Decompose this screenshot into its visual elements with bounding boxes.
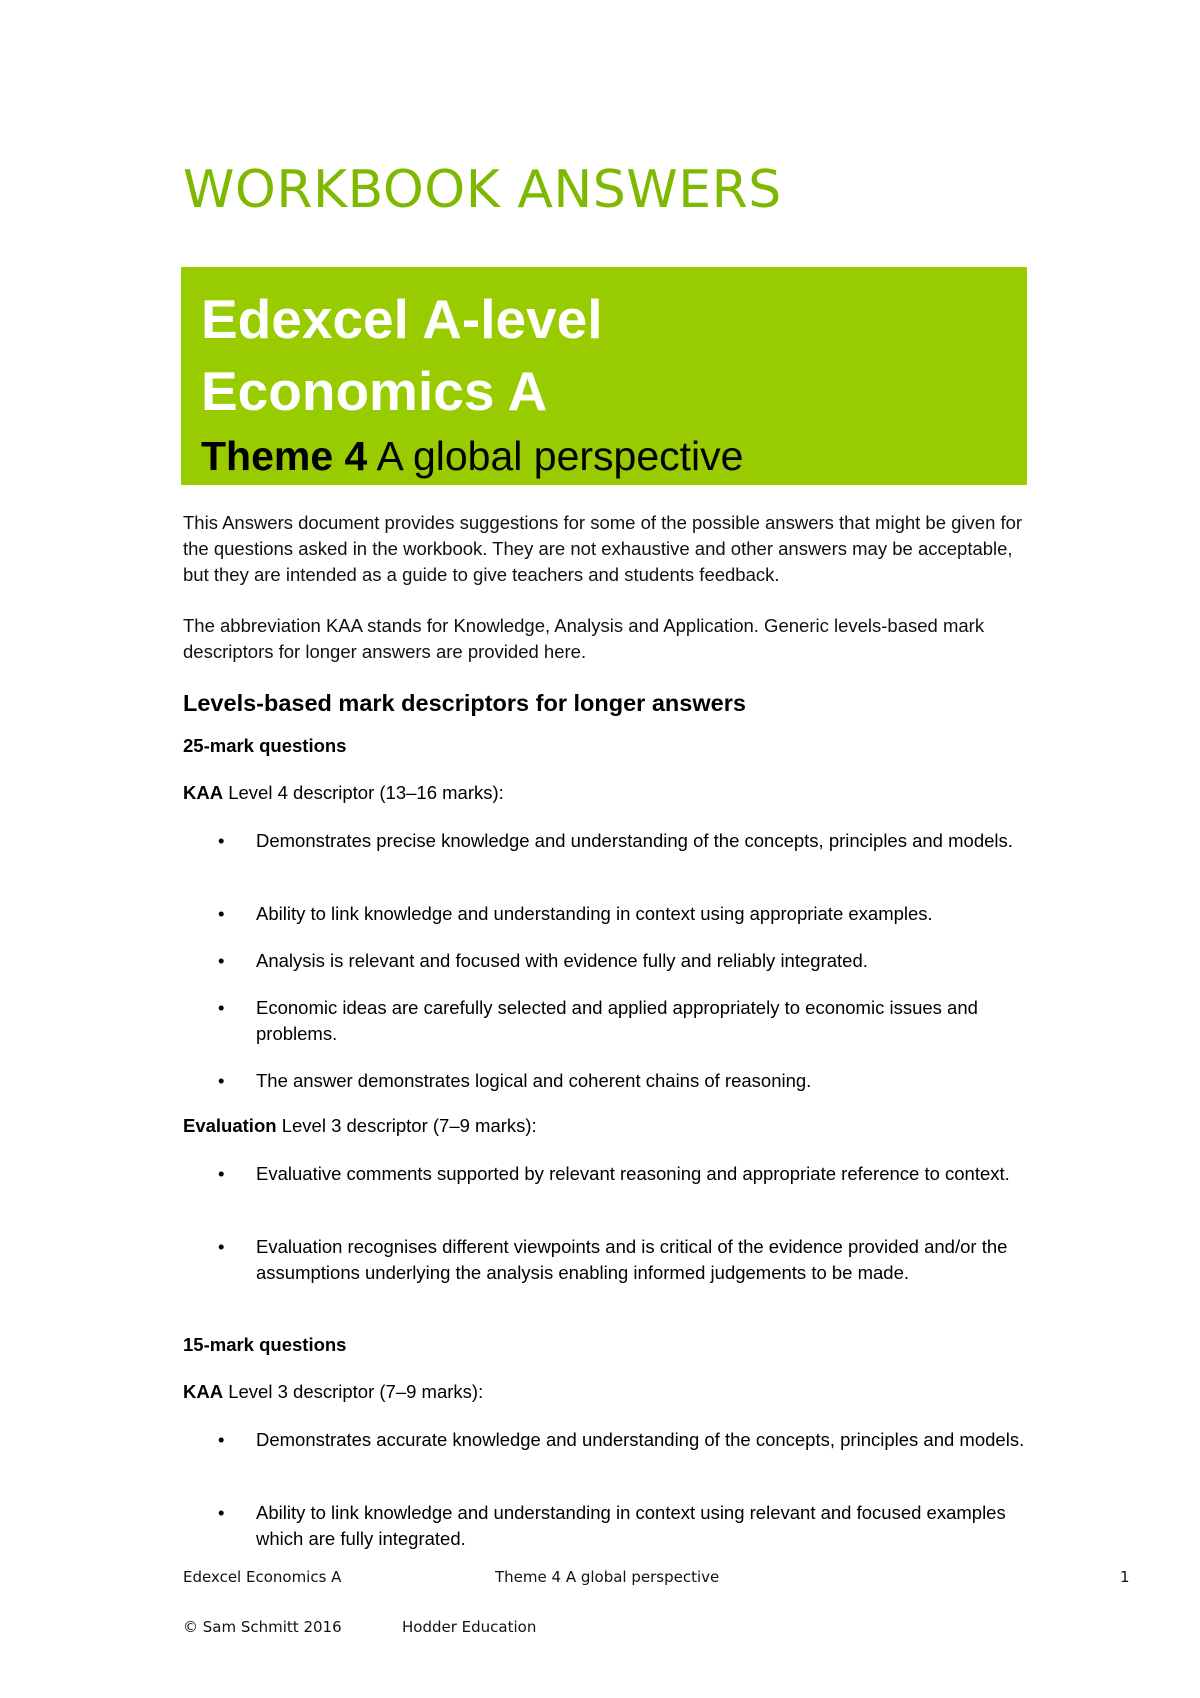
list-item-text: Evaluative comments supported by relevant reasoning and appropriate reference to context. (256, 1163, 1010, 1184)
bullet-icon: • (218, 1236, 225, 1257)
list-item-text: Analysis is relevant and focused with evidence fully and reliably integrated. (256, 950, 868, 971)
bullet-icon: • (218, 1429, 225, 1450)
q25-kaa-label: KAA (183, 782, 224, 803)
banner-theme-number: Theme 4 (201, 433, 368, 479)
q25-kaa-text: Level 4 descriptor (13–16 marks): (223, 782, 504, 803)
q15-kaa-text: Level 3 descriptor (7–9 marks): (223, 1381, 484, 1402)
section-heading: Levels-based mark descriptors for longer answers (183, 690, 746, 716)
bullet-icon: • (218, 1070, 225, 1091)
footer-copyright: © Sam Schmitt 2016 (183, 1618, 342, 1636)
bullet-icon: • (218, 903, 225, 924)
q25-eval-text: Level 3 descriptor (7–9 marks): (276, 1115, 537, 1136)
list-item-text: Demonstrates precise knowledge and understanding of the concepts, principles and models. (256, 830, 1013, 851)
banner-theme-name: A global perspective (367, 433, 744, 479)
intro-paragraph-1: This Answers document provides suggestions for some of the possible answers that might be given for the questions asked in the workbook. They are not exhaustive and other answers may be acceptable, but they are intended as a guide to give teachers and students feedback. (183, 512, 1023, 585)
workbook-title: WORKBOOK ANSWERS (183, 160, 782, 220)
q15-kaa-label: KAA (183, 1381, 224, 1402)
banner-title-line1: Edexcel A-level (201, 288, 603, 350)
q15-kaa-descriptor (183, 1381, 483, 1403)
bullet-icon: • (218, 830, 225, 851)
q25-eval-label: Evaluation (183, 1115, 277, 1136)
footer-title: Edexcel Economics A (183, 1568, 342, 1586)
list-item-text: Demonstrates accurate knowledge and understanding of the concepts, principles and models. (256, 1429, 1025, 1450)
banner-title-line2: Economics A (201, 360, 548, 422)
bullet-icon: • (218, 997, 225, 1018)
q25-eval-descriptor (183, 1115, 537, 1137)
bullet-icon: • (218, 1502, 225, 1523)
bullet-icon: • (218, 1163, 225, 1184)
bullet-icon: • (218, 950, 225, 971)
banner-theme (201, 433, 743, 480)
q15-heading: 15-mark questions (183, 1334, 347, 1355)
list-item-text: Economic ideas are carefully selected and applied appropriately to economic issues and problems. (256, 997, 978, 1044)
footer-publisher: Hodder Education (402, 1618, 537, 1636)
list-item-text: Evaluation recognises different viewpoints and is critical of the evidence provided and/or the assumptions underlying the analysis enabling informed judgements to be made. (256, 1236, 1008, 1283)
q25-kaa-descriptor (183, 782, 504, 804)
q25-heading: 25-mark questions (183, 735, 347, 756)
title-banner (181, 267, 1027, 485)
footer-theme: Theme 4 A global perspective (495, 1568, 720, 1586)
list-item-text: Ability to link knowledge and understanding in context using relevant and focused examples which are fully integrated. (256, 1502, 1006, 1549)
list-item-text: The answer demonstrates logical and coherent chains of reasoning. (256, 1070, 812, 1091)
page-number: 1 (1120, 1568, 1130, 1586)
intro-paragraph-2: The abbreviation KAA stands for Knowledge, Analysis and Application. Generic levels-based mark descriptors for longer answers are provided here. (183, 615, 985, 662)
list-item-text: Ability to link knowledge and understanding in context using appropriate examples. (256, 903, 933, 924)
